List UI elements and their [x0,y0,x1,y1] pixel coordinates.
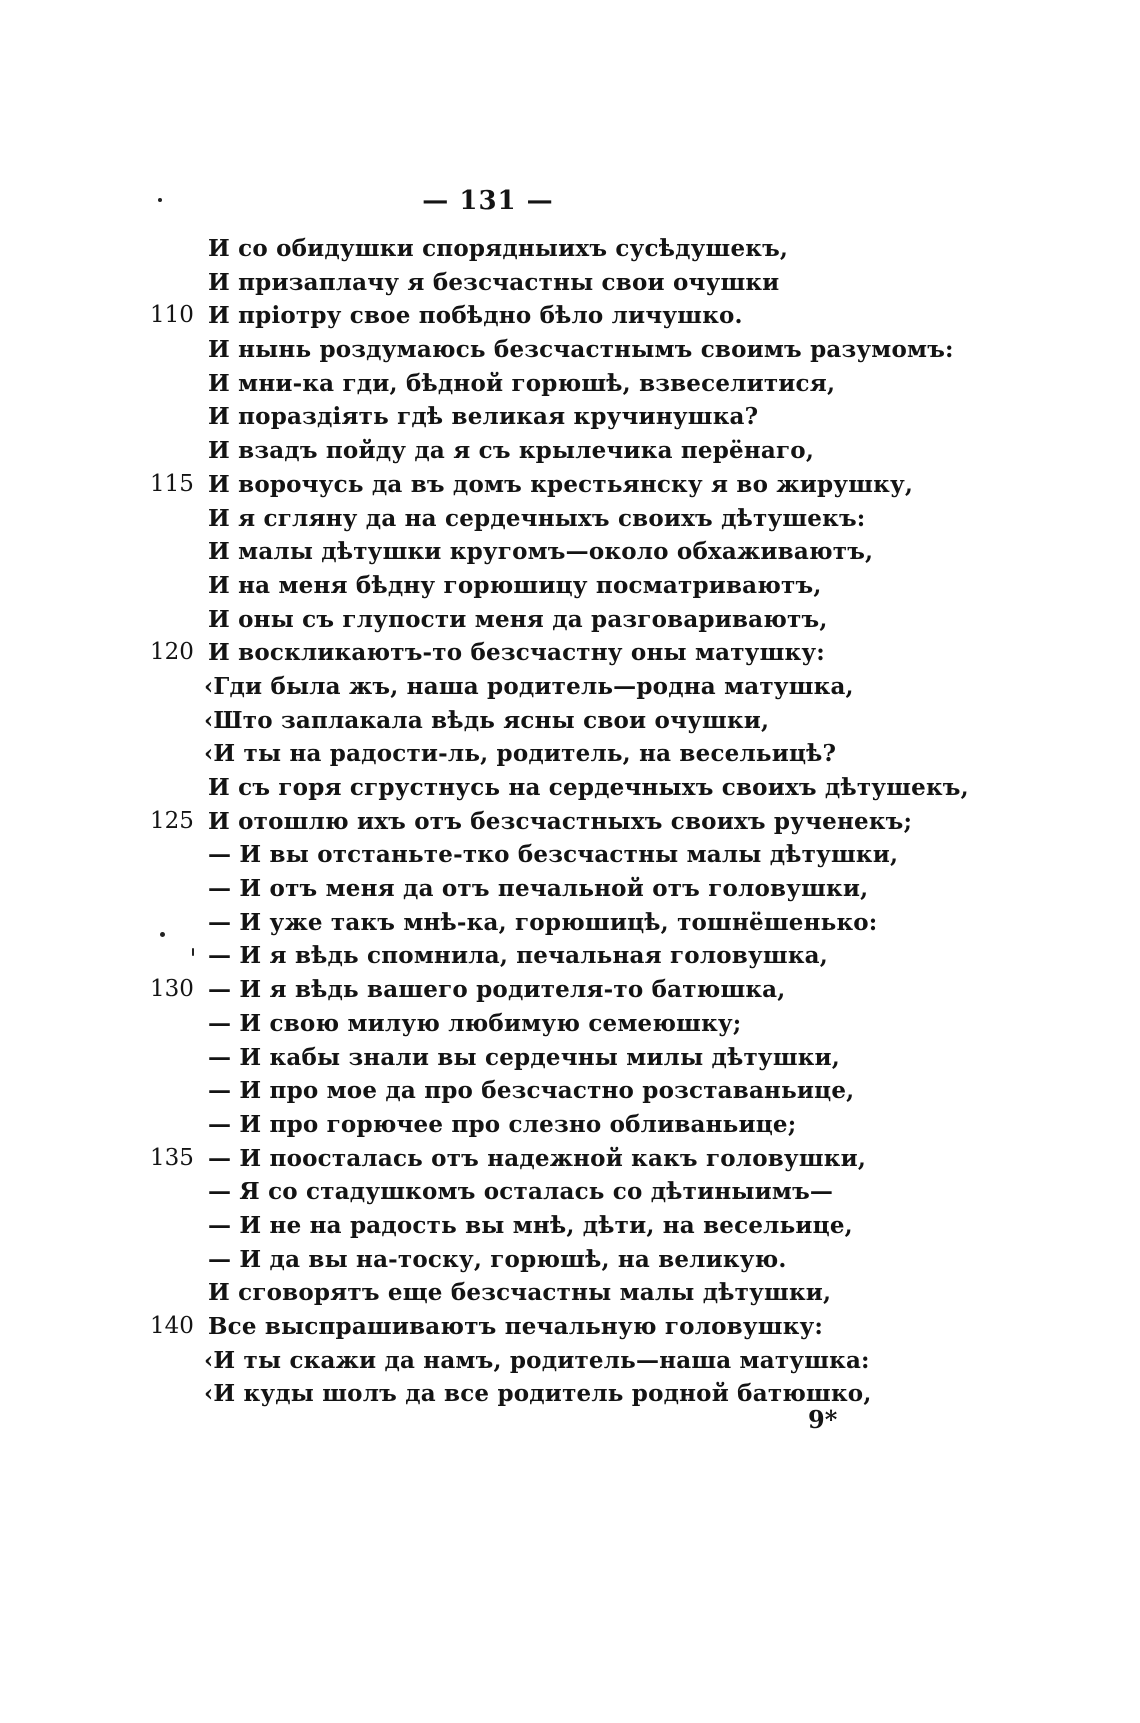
ink-speck [192,948,194,956]
poem-line [150,1310,1030,1344]
poem-line [150,333,1030,367]
line-text: ‹Гди была жъ, наша родитель—родна матушка, [204,672,854,700]
poem-line [150,906,1030,940]
poem-line [150,704,1030,738]
poem-line [150,434,1030,468]
line-text: — И да вы на-тоску, горюшѣ, на великую. [208,1245,787,1273]
line-text: И пораздіять гдѣ великая кручинушка? [208,403,759,431]
poem-line [150,1276,1030,1310]
line-text: И сговорятъ еще безсчастны малы дѣтушки, [208,1279,832,1307]
poem-line [150,1243,1030,1277]
poem-line [150,266,1030,300]
line-text: И со обидушки спорядныихъ сусѣдушекъ, [208,235,789,262]
poem-line [150,1344,1030,1378]
poem-line [150,1175,1030,1209]
ink-speck [160,932,165,937]
poem-line [150,939,1030,973]
line-text: — И я вѣдь вашего родителя-то батюшка, [208,976,786,1004]
line-text: И оны съ глупости меня да разговариваютъ, [208,605,828,633]
line-text: И ворочусь да въ домъ крестьянску я во жирушку, [208,470,914,498]
line-text: И воскликаютъ-то безсчастну оны матушку: [208,639,825,667]
line-number: 115 [150,470,194,497]
poem-text [150,232,1030,1411]
line-text: — И не на радость вы мнѣ, дѣти, на весельице, [208,1211,853,1239]
poem-line [150,636,1030,670]
line-text: И мни-ка гди, бѣдной горюшѣ, взвеселитися, [208,369,836,397]
line-text: И я сгляну да на сердечныхъ своихъ дѣтушекъ: [208,504,866,532]
poem-line [150,771,1030,805]
poem-line [150,367,1030,401]
line-text: ‹И куды шолъ да все родитель родной батюшко, [204,1380,872,1408]
line-text: — И про горючее про слезно обливаньице; [208,1110,797,1138]
poem-line [150,737,1030,771]
poem-line [150,299,1030,333]
ink-speck [158,198,162,202]
line-text: И взадъ пойду да я съ крылечика перёнаго, [208,437,815,465]
poem-line [150,670,1030,704]
poem-line [150,502,1030,536]
line-text: Все выспрашиваютъ печальную головушку: [208,1313,824,1340]
line-text: И нынь роздумаюсь безсчастнымъ своимъ разумомъ: [208,336,954,364]
line-text: И малы дѣтушки кругомъ—около обхаживаютъ, [208,538,874,566]
line-text: — И уже такъ мнѣ-ка, горюшицѣ, тошнёшенько: [208,908,878,936]
poem-line [150,603,1030,637]
line-number: 135 [150,1144,194,1171]
poem-line [150,569,1030,603]
poem-line [150,1041,1030,1075]
line-text: И призаплачу я безсчастны свои очушки [208,268,780,296]
page-number: — 131 — [422,186,554,216]
line-text: — И кабы знали вы сердечны милы дѣтушки, [208,1043,841,1071]
line-text: — Я со стадушкомъ осталась со дѣтиныимъ— [208,1178,834,1206]
line-text: ‹И ты скажи да намъ, родитель—наша матушка: [204,1346,870,1374]
line-text: — И я вѣдь спомнила, печальная головушка, [208,942,828,970]
poem-line [150,1108,1030,1142]
line-text: И отошлю ихъ отъ безсчастныхъ своихъ рученекъ; [208,807,913,835]
poem-line [150,1074,1030,1108]
line-text: — И свою милую любимую семеюшку; [208,1009,742,1037]
line-text: И пріотру свое побѣдно бѣло личушко. [208,302,743,330]
line-text: И съ горя сгрустнусь на сердечныхъ своихъ дѣтушекъ, [208,774,969,801]
poem-line [150,535,1030,569]
poem-line [150,872,1030,906]
line-text: — И вы отстаньте-тко безсчастны малы дѣтушки, [208,841,899,869]
poem-line [150,805,1030,839]
line-text: — И поосталась отъ надежной какъ головушки, [208,1144,867,1172]
line-number: 125 [150,807,194,834]
poem-line [150,838,1030,872]
line-text: — И отъ меня да отъ печальной отъ головушки, [208,875,869,903]
line-number: 140 [150,1313,194,1339]
line-text: ‹Што заплакала вѣдь ясны свои очушки, [204,706,770,734]
line-text: И на меня бѣдну горюшицу посматриваютъ, [208,571,822,599]
poem-line [150,468,1030,502]
line-number: 130 [150,976,194,1003]
poem-line [150,400,1030,434]
poem-line [150,1142,1030,1176]
poem-line [150,232,1030,266]
line-text: ‹И ты на радости-ль, родитель, на весельицѣ? [204,740,837,768]
poem-line [150,1007,1030,1041]
poem-line [150,1377,1030,1411]
line-text: — И про мое да про безсчастно розставаньице, [208,1077,855,1105]
signature-mark: 9* [808,1405,838,1434]
poem-line [150,1209,1030,1243]
line-number: 110 [150,302,194,329]
poem-line [150,973,1030,1007]
line-number: 120 [150,639,194,666]
